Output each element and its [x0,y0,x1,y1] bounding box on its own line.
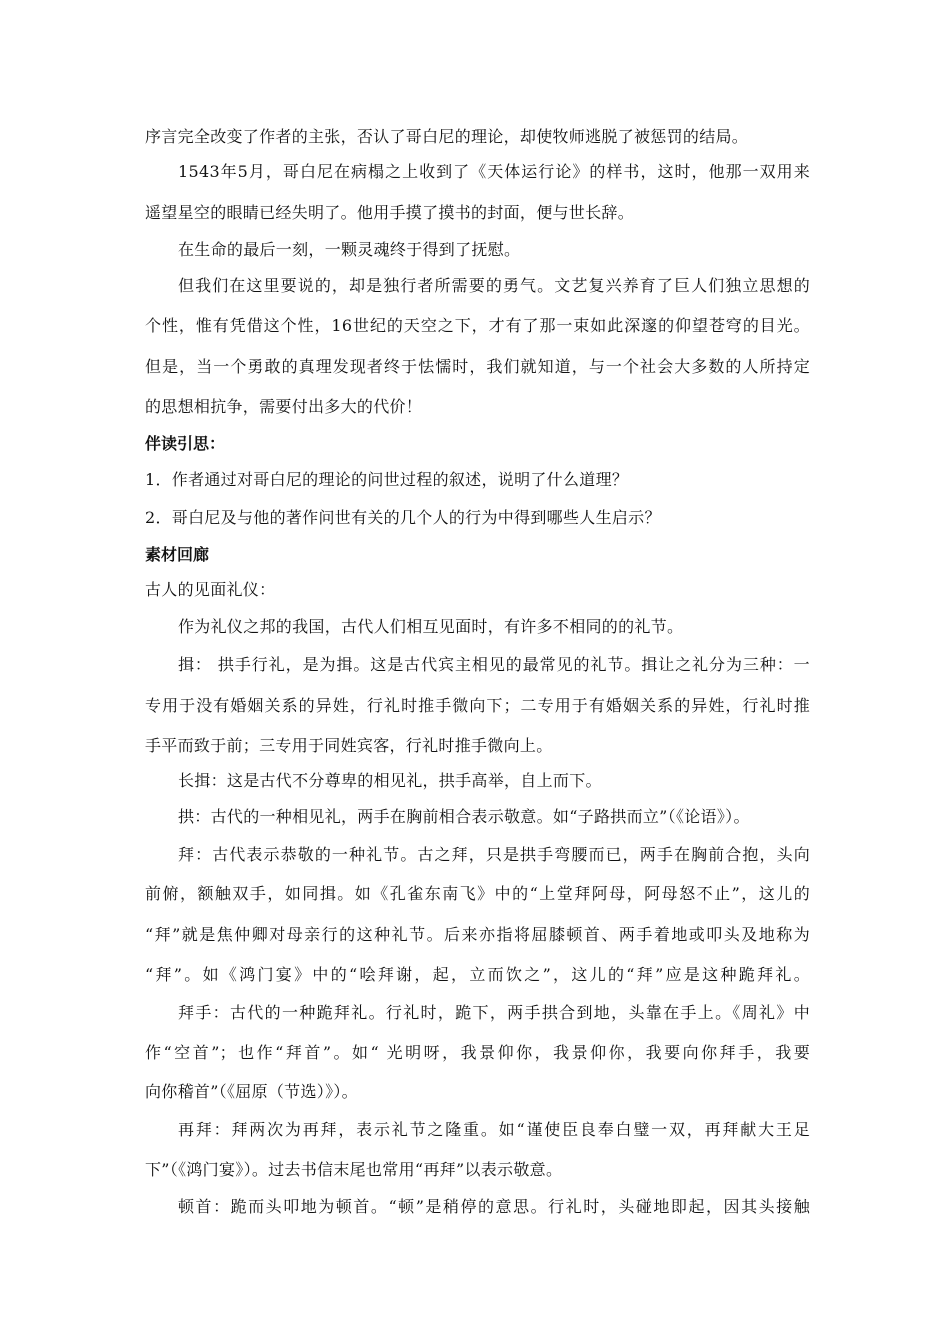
paragraph-line: 遥望星空的眼睛已经失明了。他用手摸了摸书的封面，便与世长辞。 [145,203,635,222]
paragraph-line: 手平而致于前；三专用于同姓宾客，行礼时推手微向上。 [145,736,553,755]
paragraph-line: 作为礼仪之邦的我国，古代人们相互见面时，有许多不相同的的礼节。 [178,617,684,636]
question-item: 2．哥白尼及与他的著作问世有关的几个人的行为中得到哪些人生启示？ [145,508,661,527]
paragraph-line: 长揖：这是古代不分尊卑的相见礼，拱手高举，自上而下。 [178,771,602,790]
paragraph-line: 但是，当一个勇敢的真理发现者终于怯懦时，我们就知道，与一个社会大多数的人所持定 [145,357,810,376]
paragraph-line: 在生命的最后一刻，一颗灵魂终于得到了抚慰。 [178,240,521,259]
paragraph-line: 向你稽首”（《屈原（节选）》）。 [145,1082,358,1101]
paragraph-line: 作“空首”；也作“拜首”。如“ 光明呀，我景仰你，我景仰你，我要向你拜手，我要 [145,1043,810,1062]
paragraph-line: 前俯，额触双手，如同揖。如《孔雀东南飞》中的“上堂拜阿母，阿母怒不止”，这儿的 [145,884,810,903]
paragraph-line: “拜”就是焦仲卿对母亲行的这种礼节。后来亦指将屈膝顿首、两手着地或叩头及地称为 [145,925,810,944]
paragraph-line: 拱：古代的一种相见礼，两手在胸前相合表示敬意。如“子路拱而立”（《论语》）。 [178,807,750,826]
paragraph-line: 1543年5月，哥白尼在病榻之上收到了《天体运行论》的样书，这时，他那一双用来 [178,162,810,181]
paragraph-line: 顿首：跪而头叩地为顿首。“顿”是稍停的意思。行礼时，头碰地即起，因其头接触 [178,1197,810,1216]
paragraph-line: 个性，惟有凭借这个性，16世纪的天空之下，才有了那一束如此深邃的仰望苍穹的目光。 [145,316,810,335]
section-heading: 素材回廊 [145,545,210,564]
subheading: 古人的见面礼仪： [145,580,276,599]
paragraph-line: “拜”。如《鸿门宴》中的“哙拜谢，起，立而饮之”，这儿的“拜”应是这种跪拜礼。 [145,965,810,984]
paragraph-line: 拜手：古代的一种跪拜礼。行礼时，跪下，两手拱合到地，头靠在手上。《周礼》中 [178,1003,810,1022]
paragraph-line: 序言完全改变了作者的主张，否认了哥白尼的理论，却使牧师逃脱了被惩罚的结局。 [145,127,749,146]
paragraph-line: 专用于没有婚姻关系的异姓，行礼时推手微向下；二专用于有婚姻关系的异姓，行礼时推 [145,696,810,715]
section-heading: 伴读引思： [145,434,226,453]
paragraph-line: 下”（《鸿门宴》）。过去书信末尾也常用“再拜”以表示敬意。 [145,1160,563,1179]
paragraph-line: 再拜：拜两次为再拜，表示礼节之隆重。如“谨使臣良奉白璧一双，再拜献大王足 [178,1120,810,1139]
paragraph-line: 的思想相抗争，需要付出多大的代价！ [145,397,423,416]
paragraph-line: 揖： 拱手行礼，是为揖。这是古代宾主相见的最常见的礼节。揖让之礼分为三种：一 [178,655,810,674]
question-item: 1．作者通过对哥白尼的理论的问世过程的叙述，说明了什么道理？ [145,470,629,489]
paragraph-line: 拜：古代表示恭敬的一种礼节。古之拜，只是拱手弯腰而已，两手在胸前合抱，头向 [178,845,810,864]
paragraph-line: 但我们在这里要说的，却是独行者所需要的勇气。文艺复兴养育了巨人们独立思想的 [178,276,810,295]
